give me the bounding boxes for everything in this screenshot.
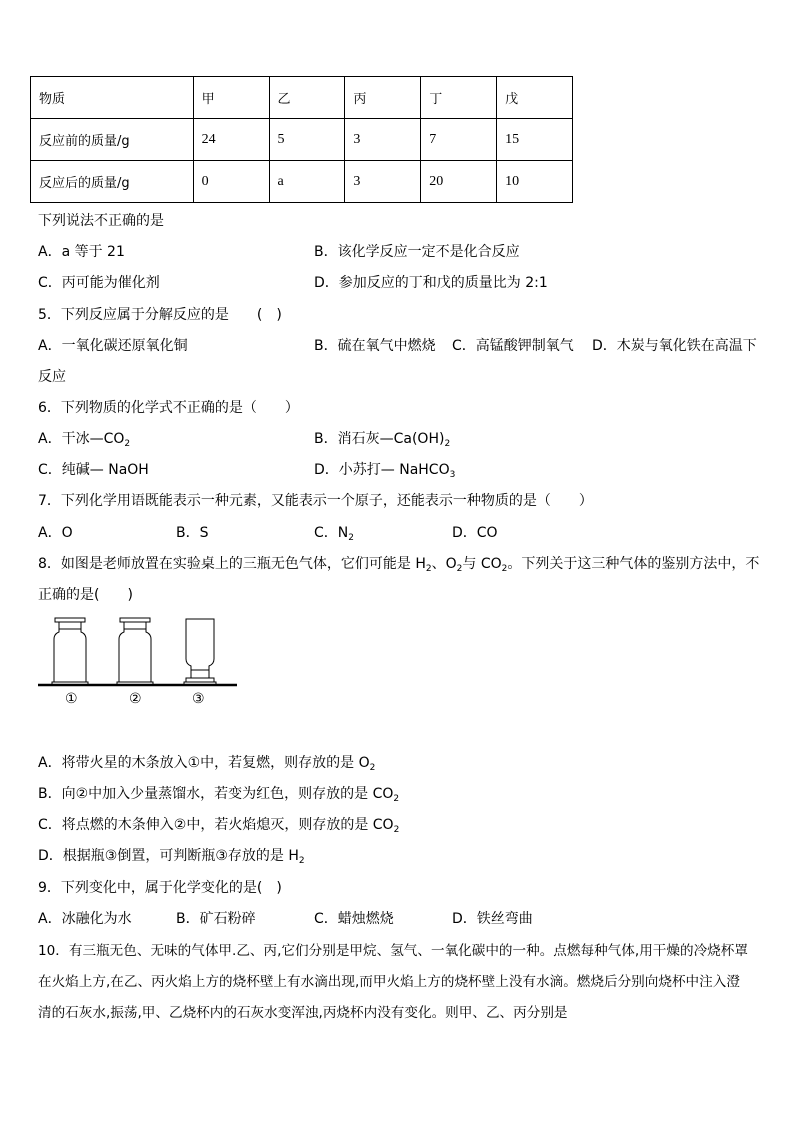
q4-option-a: A．a 等于 21 bbox=[38, 244, 125, 260]
gas-bottle-2 bbox=[117, 618, 153, 685]
q9-option-d: D．铁丝弯曲 bbox=[452, 911, 533, 927]
q10-line-2: 在火焰上方,在乙、丙火焰上方的烧杯壁上有水滴出现,而甲火焰上方的烧杯壁上没有水滴。燃烧后分别向烧杯中注入澄 bbox=[38, 974, 740, 990]
table-cell: 5 bbox=[269, 119, 345, 161]
table-cell: 20 bbox=[421, 161, 497, 203]
table-header-cell: 戊 bbox=[497, 77, 573, 119]
bottle-label-3: ③ bbox=[192, 691, 205, 707]
table-header-cell: 乙 bbox=[269, 77, 345, 119]
q4-option-d: D．参加反应的丁和戊的质量比为 2:1 bbox=[314, 275, 548, 291]
gas-bottles-figure bbox=[38, 612, 238, 712]
table-cell: 10 bbox=[497, 161, 573, 203]
q9-option-b: B．矿石粉碎 bbox=[176, 911, 256, 927]
q10-line-1: 10．有三瓶无色、无味的气体甲.乙、丙,它们分别是甲烷、氢气、一氧化碳中的一种。点燃每种气体,用干燥的冷烧杯罩 bbox=[38, 943, 748, 959]
q4-option-b: B．该化学反应一定不是化合反应 bbox=[314, 244, 520, 260]
q8-stem: 8．如图是老师放置在实验桌上的三瓶无色气体，它们可能是 $H_2$、$O_2$与 $CO_2$。下列关于这三种气体的鉴别方法中，不 bbox=[38, 556, 760, 574]
table-row bbox=[31, 161, 573, 203]
q8-option-d: D．根据瓶③倒置，可判断瓶③存放的是 $H_2$ bbox=[38, 848, 305, 866]
q5-option-b: B．硫在氧气中燃烧 bbox=[314, 338, 436, 354]
q5-option-a: A．一氧化碳还原氧化铜 bbox=[38, 338, 188, 354]
q7-option-d: D．CO bbox=[452, 525, 498, 541]
q4-stem: 下列说法不正确的是 bbox=[38, 213, 164, 229]
q9-option-c: C．蜡烛燃烧 bbox=[314, 911, 394, 927]
bottle-label-1: ① bbox=[65, 691, 78, 707]
q5-option-d-continued: 反应 bbox=[38, 369, 66, 385]
table-header-cell: 丙 bbox=[345, 77, 421, 119]
q7-option-b: B．S bbox=[176, 525, 209, 541]
q9-stem: 9．下列变化中，属于化学变化的是( ) bbox=[38, 880, 282, 896]
mass-table bbox=[30, 76, 573, 203]
table-header-cell: 甲 bbox=[193, 77, 269, 119]
q6-option-d: D．小苏打— NaHCO$_3$ bbox=[314, 462, 456, 480]
q7-stem: 7．下列化学用语既能表示一种元素，又能表示一个原子，还能表示一种物质的是（ ） bbox=[38, 493, 593, 509]
table-cell: 反应后的质量/g bbox=[31, 161, 194, 203]
table-header-cell: 丁 bbox=[421, 77, 497, 119]
bottle-label-2: ② bbox=[129, 691, 142, 707]
q4-option-c: C．丙可能为催化剂 bbox=[38, 275, 160, 291]
q5-option-c: C．高锰酸钾制氧气 bbox=[452, 338, 574, 354]
q6-option-b: B．消石灰$—Ca(OH)_2$ bbox=[314, 431, 451, 449]
table-cell: 0 bbox=[193, 161, 269, 203]
table-cell: 15 bbox=[497, 119, 573, 161]
table-row bbox=[31, 119, 573, 161]
q5-option-d: D．木炭与氧化铁在高温下 bbox=[592, 338, 757, 354]
q6-option-c: C．纯碱— NaOH bbox=[38, 462, 149, 478]
gas-bottle-1 bbox=[52, 618, 88, 685]
gas-bottle-3-inverted bbox=[184, 619, 216, 685]
q8-option-a: A．将带火星的木条放入①中，若复燃，则存放的是 $O_2$ bbox=[38, 755, 376, 773]
table-header-row bbox=[31, 77, 573, 119]
q7-option-c: C．$N_2$ bbox=[314, 525, 354, 543]
table-cell: 3 bbox=[345, 161, 421, 203]
q5-stem: 5．下列反应属于分解反应的是 ( ) bbox=[38, 307, 282, 323]
table-cell: 反应前的质量/g bbox=[31, 119, 194, 161]
q7-option-a: A．O bbox=[38, 525, 73, 541]
table-cell: 7 bbox=[421, 119, 497, 161]
table-cell: 3 bbox=[345, 119, 421, 161]
q8-option-b: B．向②中加入少量蒸馏水，若变为红色，则存放的是 $CO_2$ bbox=[38, 786, 400, 804]
table-cell: a bbox=[269, 161, 345, 203]
q8-option-c: C．将点燃的木条伸入②中，若火焰熄灭，则存放的是 $CO_2$ bbox=[38, 817, 400, 835]
q9-option-a: A．冰融化为水 bbox=[38, 911, 132, 927]
q10-line-3: 清的石灰水,振荡,甲、乙烧杯内的石灰水变浑浊,丙烧杯内没有变化。则甲、乙、丙分别是 bbox=[38, 1005, 568, 1021]
table-header-cell: 物质 bbox=[31, 77, 194, 119]
q8-stem-continued: 正确的是( ) bbox=[38, 587, 133, 603]
q6-stem: 6．下列物质的化学式不正确的是（ ） bbox=[38, 400, 299, 416]
q6-option-a: A．干冰$—CO_2$ bbox=[38, 431, 131, 449]
table-cell: 24 bbox=[193, 119, 269, 161]
